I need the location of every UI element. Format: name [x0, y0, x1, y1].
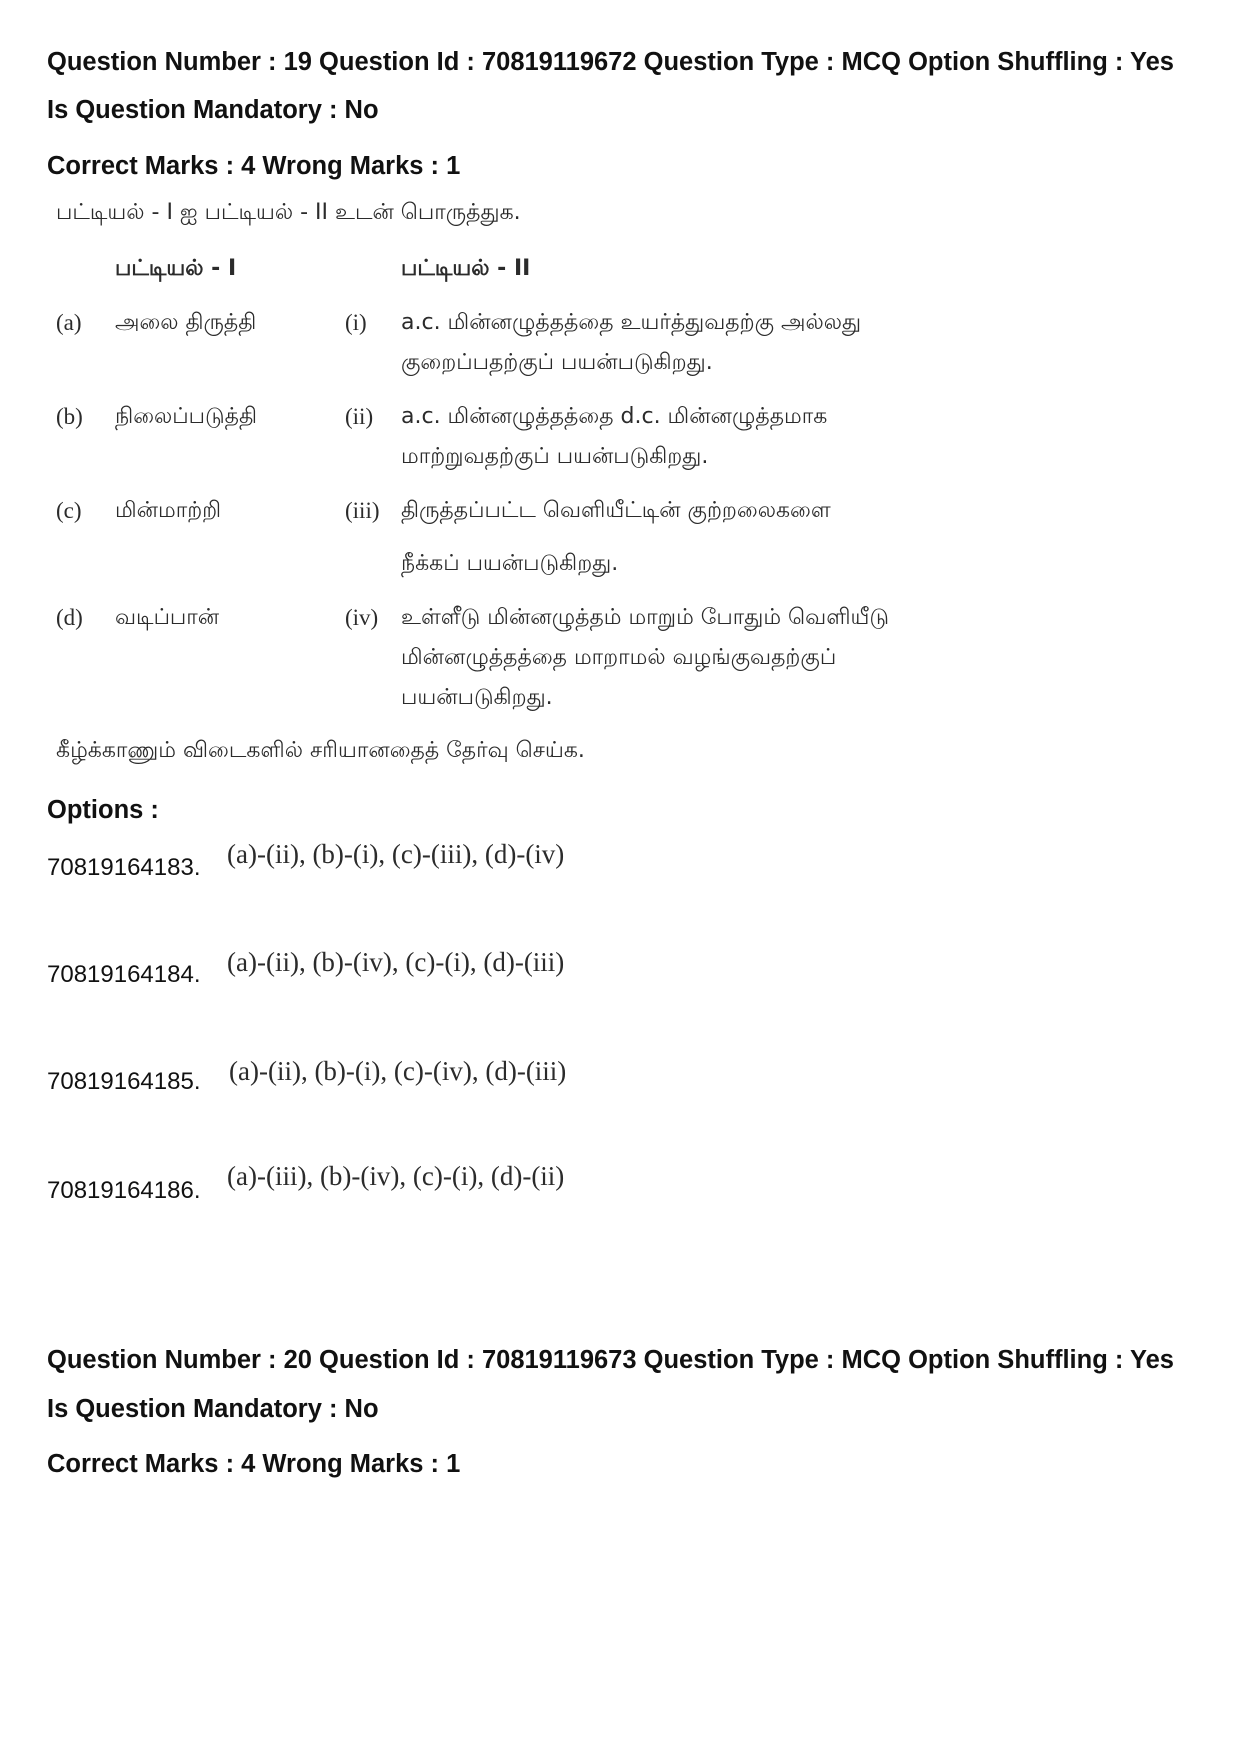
row-b-description-line: a.c. மின்னழுத்தத்தை d.c. மின்னழுத்தமாக [401, 404, 828, 429]
option-id: 70819164185. [47, 1068, 201, 1095]
options-label: Options : [47, 796, 159, 824]
q19-marks-line: Correct Marks : 4 Wrong Marks : 1 [47, 152, 461, 180]
q19-meta-line: Question Number : 19 Question Id : 70819119672 Question Type : MCQ Option Shuffling : Yes [47, 48, 1174, 76]
option-text: (a)-(ii), (b)-(iv), (c)-(i), (d)-(iii) [227, 947, 565, 977]
option-id: 70819164184. [47, 961, 201, 988]
row-d-label: (d) [56, 605, 83, 630]
option-text: (a)-(ii), (b)-(i), (c)-(iii), (d)-(iv) [227, 839, 565, 869]
row-c-item: மின்மாற்றி [115, 498, 222, 523]
row-c-label: (c) [56, 498, 82, 523]
option-text: (a)-(ii), (b)-(i), (c)-(iv), (d)-(iii) [229, 1056, 567, 1086]
q20-meta-line: Question Number : 20 Question Id : 70819119673 Question Type : MCQ Option Shuffling : Yes [47, 1346, 1174, 1374]
row-a-roman: (i) [345, 310, 367, 335]
row-d-description-line: உள்ளீடு மின்னழுத்தம் மாறும் போதும் வெளியீடு [401, 605, 890, 630]
row-a-description-line: a.c. மின்னழுத்தத்தை உயர்த்துவதற்கு அல்லது [401, 310, 862, 335]
row-d-roman: (iv) [345, 605, 379, 630]
option-id: 70819164186. [47, 1177, 201, 1204]
row-d-description-line: மின்னழுத்தத்தை மாறாமல் வழங்குவதற்குப் [401, 645, 837, 670]
row-a-description-line: குறைப்பதற்குப் பயன்படுகிறது. [401, 350, 713, 375]
row-b-item: நிலைப்படுத்தி [115, 404, 258, 429]
q20-marks-line: Correct Marks : 4 Wrong Marks : 1 [47, 1450, 461, 1478]
row-c-roman: (iii) [345, 498, 380, 523]
row-a-label: (a) [56, 310, 82, 335]
row-d-item: வடிப்பான் [115, 605, 220, 630]
row-d-description-line: பயன்படுகிறது. [401, 685, 553, 710]
q20-mandatory-line: Is Question Mandatory : No [47, 1395, 379, 1423]
q19-instruction: பட்டியல் - I ஐ பட்டியல் - II உடன் பொருத்துக. [56, 200, 521, 225]
row-b-label: (b) [56, 404, 83, 429]
option-text: (a)-(iii), (b)-(iv), (c)-(i), (d)-(ii) [227, 1161, 565, 1191]
q19-answer-prompt: கீழ்க்காணும் விடைகளில் சரியானதைத் தேர்வு செய்க. [56, 738, 585, 763]
list-1-header: பட்டியல் - I [115, 256, 237, 281]
option-id: 70819164183. [47, 854, 201, 881]
q19-mandatory-line: Is Question Mandatory : No [47, 96, 379, 124]
row-a-item: அலை திருத்தி [115, 310, 257, 335]
row-b-roman: (ii) [345, 404, 374, 429]
row-b-description-line: மாற்றுவதற்குப் பயன்படுகிறது. [401, 444, 709, 469]
list-2-header: பட்டியல் - II [401, 256, 531, 281]
row-c-description-line: திருத்தப்பட்ட வெளியீட்டின் குற்றலைகளை [401, 498, 831, 523]
row-c-description-line: நீக்கப் பயன்படுகிறது. [401, 551, 619, 576]
